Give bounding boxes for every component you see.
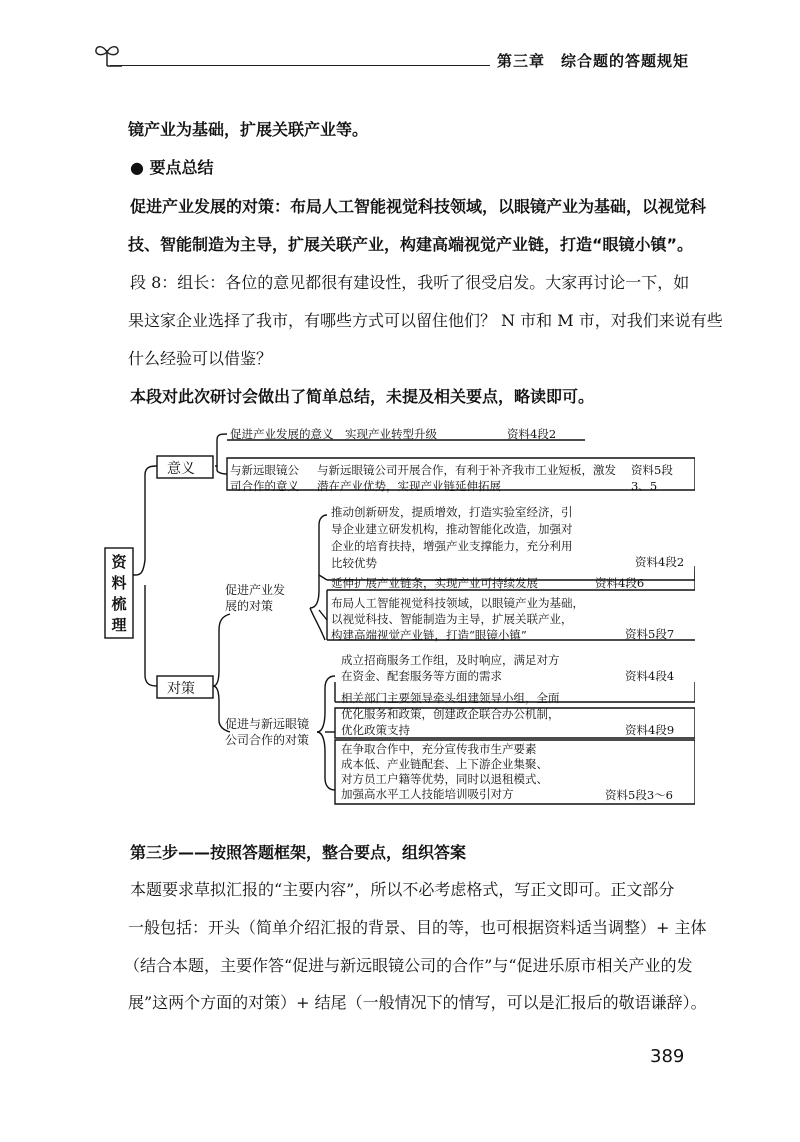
industry-item-3-ref: 资料5段7 <box>625 627 675 641</box>
page-number: 389 <box>650 1046 685 1067</box>
root-node: 资料梳理 <box>111 553 127 634</box>
industry-measures-node: 促进产业发展的对策 <box>225 583 286 613</box>
coop-item-2-ref: 资料4段9 <box>625 723 675 737</box>
step3-line-3: （结合本题，主要作答“促进与新远眼镜公司的合作”与“促进乐原市相关产业的发 <box>124 956 693 975</box>
meaning-item-2-text: 与新远眼镜公司开展合作，有利于补齐我市工业短板，激发潜在产业优势，实现产业链延伸拓展 <box>317 463 616 493</box>
meaning-item-1-ref: 资料4段2 <box>507 427 557 441</box>
summary-line-1: 促进产业发展的对策：布局人工智能视觉科技领域，以眼镜产业为基础，以视觉科 <box>130 197 707 216</box>
industry-item-3: 布局人工智能视觉科技领域，以眼镜产业为基础， 以视觉科技、智能制造为主导，扩展关联产业， 构建高端视觉产业链，打造“眼镜小镇” <box>331 596 584 642</box>
chapter-header: 第三章 综合题的答题规矩 <box>497 52 690 70</box>
segment8-note: 本段对此次研讨会做出了简单总结，未提及相关要点，略读即可。 <box>130 387 595 406</box>
industry-item-1-ref: 资料4段2 <box>635 555 685 569</box>
step3-line-4: 展”这两个方面的对策）+ 结尾（一般情况下的情写，可以是汇报后的敬语谦辞）。 <box>128 993 707 1012</box>
industry-item-2: 延伸扩展产业链条，实现产业可持续发展 <box>331 576 538 590</box>
summary-heading: ● 要点总结 <box>130 158 214 177</box>
industry-item-1: 推动创新研发，提质增效，打造实验室经济，引 导企业建立研发机构，推动智能化改造，加强对 企业的培育扶持，增强产业支撑能力，充分利用 比较优势 <box>331 505 573 570</box>
step3-heading: 第三步——按照答题框架，整合要点，组织答案 <box>130 843 467 862</box>
step3-line-2: 一般包括：开头（简单介绍汇报的背景、目的等，也可根据资料适当调整）+ 主体 <box>128 918 707 937</box>
segment8-line-2: 果这家企业选择了我市，有哪些方式可以留住他们？ N 市和 M 市，对我们来说有些 <box>128 311 723 330</box>
step3-line-1: 本题要求草拟汇报的“主要内容”，所以不必考虑格式，写正文即可。正文部分 <box>130 880 675 899</box>
coop-item-1: 成立招商服务工作组，及时响应，满足对方 在资金、配套服务等方面的需求 <box>341 653 560 683</box>
meaning-node: 意义 <box>167 461 195 477</box>
segment8-line-3: 什么经验可以借鉴？ <box>128 349 273 368</box>
coop-item-3-ref: 资料5段3～6 <box>605 788 673 802</box>
coop-measures-node: 促进与新远眼镜公司合作的对策 <box>225 717 310 747</box>
meaning-item-1: 促进产业发展的意义 实现产业转型升级 <box>230 427 437 441</box>
coop-item-3: 在争取合作中，充分宣传我市生产要素 成本低、产业链配套、上下游企业集聚、 对方员工户籍等优势，同时以退租模式、 加强高水平工人技能培训吸引对方 <box>341 742 548 801</box>
paragraph-continuation: 镜产业为基础，扩展关联产业等。 <box>128 120 369 139</box>
header-rule <box>110 65 490 66</box>
meaning-item-2-label: 与新远眼镜公司合作的意义 <box>230 463 299 493</box>
coop-item-2: 相关部门主要领导牵头组建领导小组，全面 优化服务和政策，创建政企联合办公机制， 优化政策支持 <box>341 691 560 737</box>
measures-node: 对策 <box>167 681 195 697</box>
sprout-icon <box>92 40 122 68</box>
meaning-item-2-ref: 资料5段3、5 <box>631 463 673 493</box>
coop-item-1-ref: 资料4段4 <box>625 669 675 683</box>
material-outline-diagram <box>95 420 695 820</box>
summary-line-2: 技、智能制造为主导，扩展关联产业，构建高端视觉产业链，打造“眼镜小镇”。 <box>128 235 694 254</box>
industry-item-2-ref: 资料4段6 <box>595 576 645 590</box>
segment8-line-1: 段 8：组长：各位的意见都很有建设性，我听了很受启发。大家再讨论一下，如 <box>130 273 690 292</box>
